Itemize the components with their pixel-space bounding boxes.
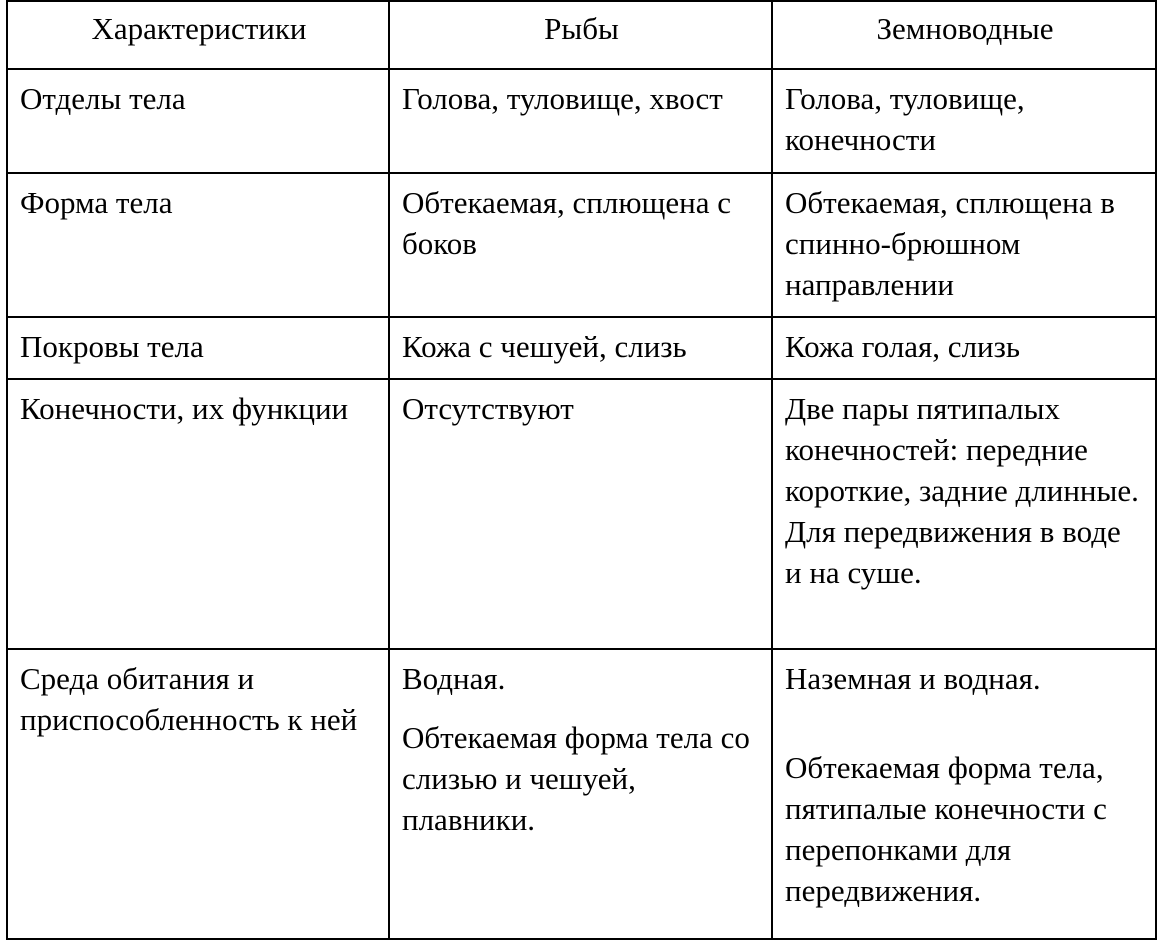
fish-cell xyxy=(389,173,772,317)
cell-text: Голова, туловище, хвост xyxy=(402,81,723,116)
cell-text: Две пары пятипалых конечностей: передние короткие, задние длинные. Для передвижения в воде и на суше. xyxy=(785,391,1139,590)
fish-cell xyxy=(389,379,772,649)
table-row xyxy=(7,69,1156,173)
table-row xyxy=(7,317,1156,379)
header-amphibians: Земноводные xyxy=(772,1,1156,69)
cell-text: Обтекаемая форма тела со слизью и чешуей, плавники. xyxy=(402,720,750,837)
cell-text: Обтекаемая, сплющена с боков xyxy=(402,185,731,261)
characteristic-cell: Покровы тела xyxy=(7,317,389,379)
header-characteristics: Характеристики xyxy=(7,1,389,69)
table-row xyxy=(7,379,1156,649)
comparison-table xyxy=(6,0,1157,940)
cell-text: Кожа с чешуей, слизь xyxy=(402,329,687,364)
amphibians-cell xyxy=(772,173,1156,317)
cell-text: Голова, туловище, конечности xyxy=(785,81,1025,157)
table-row xyxy=(7,173,1156,317)
cell-text: Кожа голая, слизь xyxy=(785,329,1021,364)
characteristic-cell: Конечности, их функции xyxy=(7,379,389,649)
header-fish: Рыбы xyxy=(389,1,772,69)
cell-text: Обтекаемая форма тела, пятипалые конечности с перепонками для передвижения. xyxy=(785,750,1107,908)
fish-cell xyxy=(389,69,772,173)
characteristic-cell: Среда обитания и приспособленность к ней xyxy=(7,649,389,939)
amphibians-cell xyxy=(772,69,1156,173)
amphibians-cell xyxy=(772,649,1156,939)
characteristic-cell: Форма тела xyxy=(7,173,389,317)
amphibians-cell xyxy=(772,317,1156,379)
amphibians-cell xyxy=(772,379,1156,649)
table-row xyxy=(7,649,1156,939)
fish-cell xyxy=(389,317,772,379)
header-row xyxy=(7,1,1156,69)
cell-text: Наземная и водная. xyxy=(785,661,1041,696)
cell-text: Водная. xyxy=(402,661,506,696)
cell-text: Обтекаемая, сплющена в спинно-брюшном направлении xyxy=(785,185,1115,302)
fish-cell xyxy=(389,649,772,939)
characteristic-cell: Отделы тела xyxy=(7,69,389,173)
cell-text: Отсутствуют xyxy=(402,391,574,426)
